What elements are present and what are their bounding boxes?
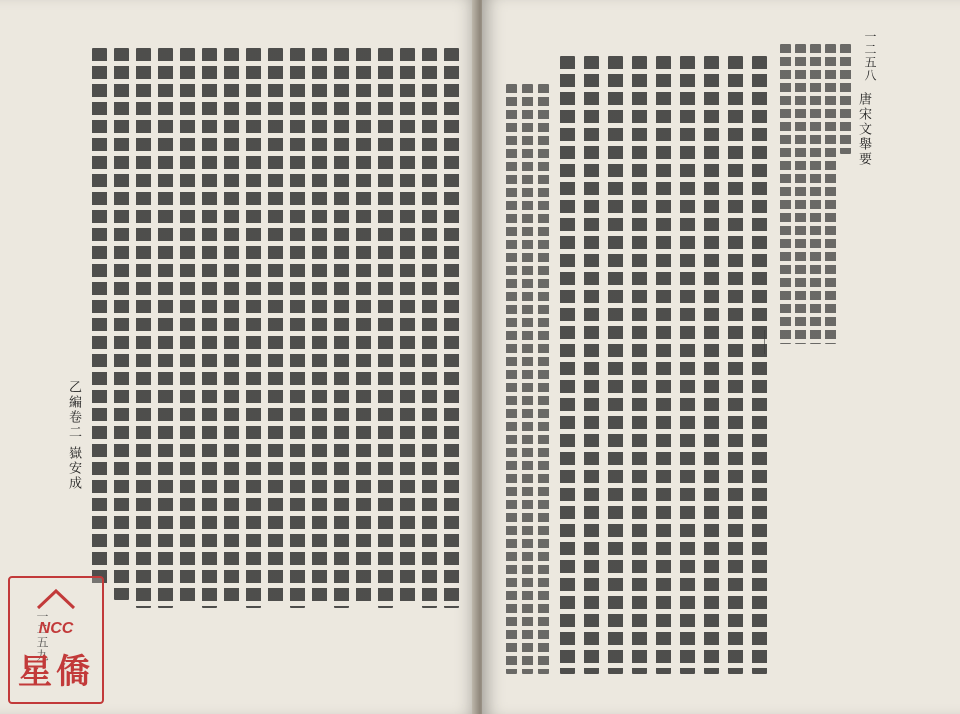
left-page-body-text [92, 48, 464, 648]
right-page-header: 唐宋文舉要 [856, 92, 871, 167]
right-page [482, 0, 960, 714]
left-page-footer: 乙編卷二 嶽安成 [66, 380, 81, 492]
roof-icon [36, 588, 76, 610]
right-page-column-rule [764, 330, 765, 354]
ncc-seal-stamp [8, 576, 104, 704]
right-page-body-text [500, 44, 852, 684]
stamp-name-text: 星僑 [18, 652, 94, 692]
stamp-latin-text: NCC [38, 620, 74, 637]
left-page-number: 一二五九 [35, 610, 49, 662]
right-page-number: 一二五八 [863, 30, 877, 82]
